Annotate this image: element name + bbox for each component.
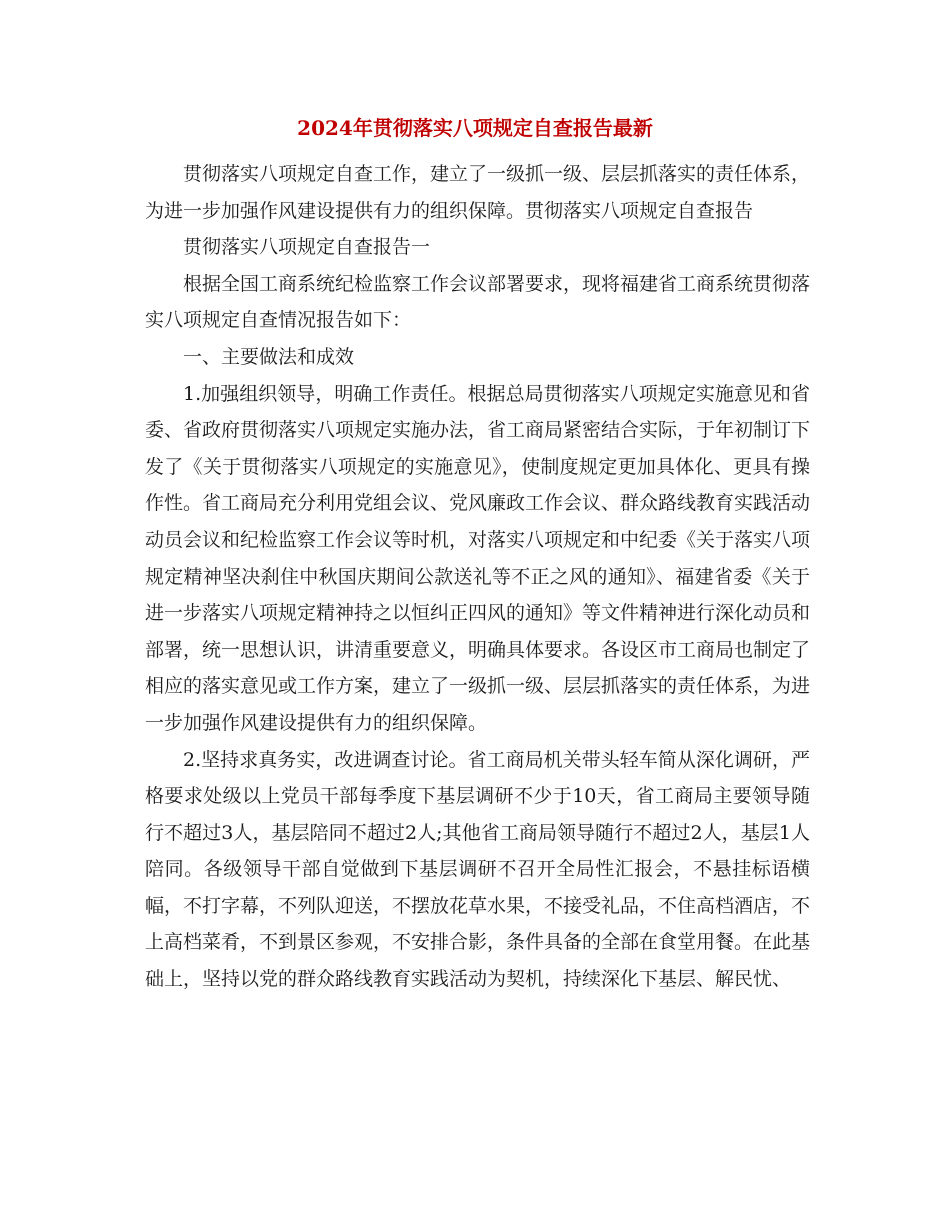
document-body (145, 156, 810, 998)
paragraph-preface: 根据全国工商系统纪检监察工作会议部署要求，现将福建省工商系统贯彻落实八项规定自查情况报告如下： (145, 272, 811, 332)
paragraph-item-2: 2.坚持求真务实，改进调查讨论。省工商局机关带头轻车简从深化调研，严格要求处级以上党员干部每季度下基层调研不少于10天，省工商局主要领导随行不超过3人，基层陪同不超过2人;其他省工商局领导随行不超过2人，基层1人陪同。各级领导干部自觉做到下基层调研不召开全局性汇报会，不悬挂标语横幅，不打字幕，不列队迎送，不摆放花草水果，不接受礼品，不住高档酒店，不上高档菜肴，不到景区参观，不安排合影，条件具备的全部在食堂用餐。在此基础上，坚持以党的群众路线教育实践活动为契机，持续深化下基层、解民忧、 (145, 748, 811, 991)
paragraph-intro: 贯彻落实八项规定自查工作，建立了一级抓一级、层层抓落实的责任体系，为进一步加强作风建设提供有力的组织保障。贯彻落实八项规定自查报告 (145, 163, 811, 222)
paragraph-report-heading: 贯彻落实八项规定自查报告一 (183, 236, 431, 259)
paragraph-item-1: 1.加强组织领导，明确工作责任。根据总局贯彻落实八项规定实施意见和省委、省政府贯彻落实八项规定实施办法，省工商局紧密结合实际，于年初制订下发了《关于贯彻落实八项规定的实施意见》，使制度规定更加具体化、更具有操作性。省工商局充分利用党组会议、党风廉政工作会议、群众路线教育实践活动动员会议和纪检监察工作会议等时机，对落实八项规定和中纪委《关于落实八项规定精神坚决刹住中秋国庆期间公款送礼等不正之风的通知》、福建省委《关于进一步落实八项规定精神持之以恒纠正四风的通知》等文件精神进行深化动员和部署，统一思想认识，讲清重要意义，明确具体要求。各设区市工商局也制定了相应的落实意见或工作方案，建立了一级抓一级、层层抓落实的责任体系，为进一步加强作风建设提供有力的组织保障。 (145, 382, 811, 734)
document-title: 2024年贯彻落实八项规定自查报告最新 (297, 116, 653, 140)
section-heading-main-practices: 一、主要做法和成效 (183, 345, 355, 368)
